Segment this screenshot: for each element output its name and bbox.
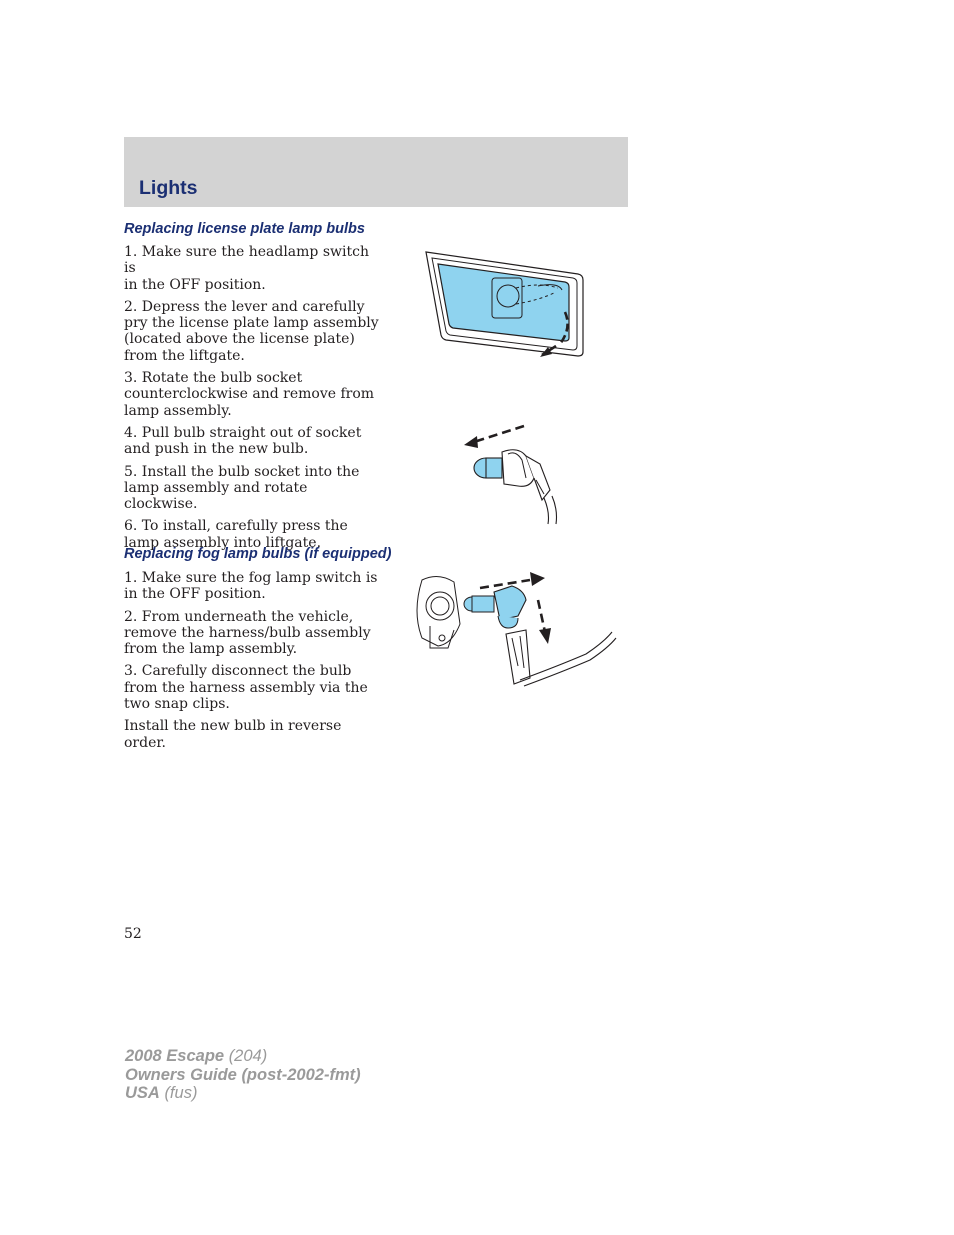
- step-6: 6. To install, carefully press the lamp assembly into liftgate.: [124, 518, 348, 551]
- license-plate-lamp-illustration: [420, 244, 590, 366]
- section-header-band: [124, 137, 628, 207]
- step-3: 3. Carefully disconnect the bulb from the harness assembly via the two snap clips.: [124, 663, 368, 713]
- page-number: 52: [124, 926, 142, 942]
- footer-guide: Owners Guide (post-2002-fmt): [125, 1065, 361, 1084]
- footer-market-code: (fus): [164, 1084, 198, 1102]
- step-5: 5. Install the bulb socket into the lamp assembly and rotate clockwise.: [124, 463, 360, 513]
- step-2: 2. Depress the lever and carefully pry the license plate lamp assembly (located above the license plate) from the liftgate.: [124, 298, 379, 364]
- fog-lamp-steps: [124, 570, 384, 757]
- footer-model: 2008 Escape: [125, 1047, 225, 1065]
- step-1: 1. Make sure the headlamp switch is in the OFF position.: [124, 244, 369, 293]
- step-3: 3. Rotate the bulb socket counterclockwise and remove from lamp assembly.: [124, 370, 375, 419]
- license-plate-steps: [124, 244, 384, 557]
- license-plate-heading: Replacing license plate lamp bulbs: [124, 221, 365, 237]
- install-note: Install the new bulb in reverse order.: [124, 718, 342, 751]
- fog-lamp-heading: Replacing fog lamp bulbs (if equipped): [124, 546, 392, 562]
- page-title: Lights: [139, 177, 198, 199]
- footer-model-code: (204): [228, 1047, 268, 1065]
- footer-doc-info: [125, 1047, 361, 1103]
- bulb-socket-illustration: [460, 420, 570, 526]
- step-1: 1. Make sure the fog lamp switch is in the OFF position.: [124, 570, 378, 603]
- step-4: 4. Pull bulb straight out of socket and push in the new bulb.: [124, 424, 362, 458]
- step-2: 2. From underneath the vehicle, remove the harness/bulb assembly from the lamp assembly.: [124, 608, 371, 658]
- footer-market: USA: [125, 1084, 160, 1102]
- fog-lamp-bulb-illustration: [408, 568, 618, 692]
